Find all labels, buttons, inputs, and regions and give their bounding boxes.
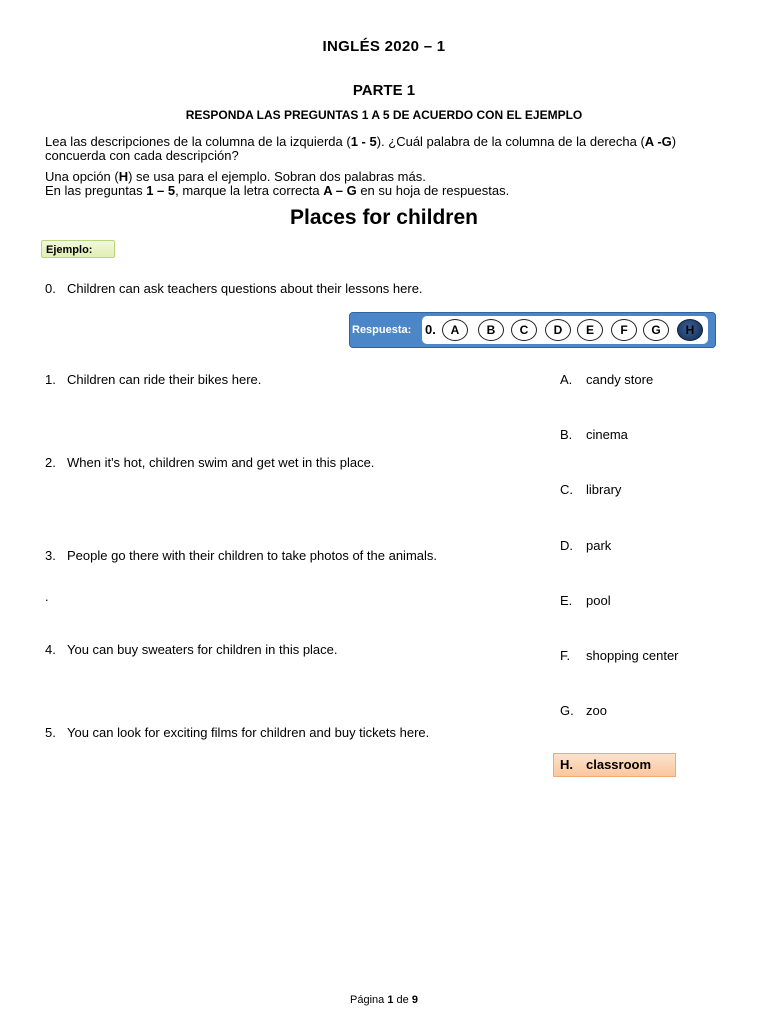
option-letter: E. xyxy=(560,593,573,608)
answer-bubble-f[interactable]: F xyxy=(611,319,637,341)
part-heading: PARTE 1 xyxy=(352,82,416,99)
question-number: 2. xyxy=(45,455,56,470)
option-letter: C. xyxy=(560,482,573,497)
footer-text: Página xyxy=(350,994,388,1006)
question-number: 3. xyxy=(45,548,56,563)
option-text: zoo xyxy=(586,703,607,718)
text-run: ). ¿Cuál palabra de la columna de la derecha ( xyxy=(376,134,645,149)
question-number: 4. xyxy=(45,642,56,657)
option-text: library xyxy=(586,482,622,497)
text-run: Lea las descripciones de la columna de la izquierda ( xyxy=(45,134,351,149)
option-letter: F. xyxy=(560,648,571,663)
stray-dot: . xyxy=(45,589,49,604)
text-run: en su hoja de respuestas. xyxy=(356,183,510,198)
option-text: park xyxy=(586,538,612,553)
footer-page-total: 9 xyxy=(411,994,418,1006)
instructions-paragraph-3 xyxy=(45,184,725,198)
text-run: ) se usa para el ejemplo. Sobran dos palabras más. xyxy=(128,169,426,184)
option-text: pool xyxy=(586,593,611,608)
text-run-bold: 1 – 5 xyxy=(146,183,176,198)
part-instructions-heading: RESPONDA LAS PREGUNTAS 1 A 5 DE ACUERDO CON EL EJEMPLO xyxy=(185,108,583,122)
text-run-bold: 1 - 5 xyxy=(350,134,377,149)
question-5 xyxy=(45,725,429,740)
question-text: Children can ride their bikes here. xyxy=(67,372,262,387)
question-3 xyxy=(45,548,437,563)
footer-text: de xyxy=(393,994,412,1006)
question-number: 0. xyxy=(45,281,56,296)
option-d xyxy=(560,538,611,553)
text-run: Una opción ( xyxy=(45,169,119,184)
option-h-example xyxy=(553,753,676,777)
instructions-paragraph-1 xyxy=(45,135,725,163)
option-c xyxy=(560,482,621,497)
option-g xyxy=(560,703,607,718)
question-text: People go there with their children to take photos of the animals. xyxy=(67,548,437,563)
footer-page-number: 1 xyxy=(387,994,394,1006)
exam-title: INGLÉS 2020 – 1 xyxy=(322,38,446,55)
option-b xyxy=(560,427,628,442)
question-text: When it's hot, children swim and get wet in this place. xyxy=(67,455,375,470)
text-run: En las preguntas xyxy=(45,183,147,198)
text-run: , marque la letra correcta xyxy=(175,183,324,198)
option-a xyxy=(560,372,653,387)
question-number: 1. xyxy=(45,372,56,387)
option-f xyxy=(560,648,679,663)
answer-bubble-b[interactable]: B xyxy=(478,319,504,341)
text-run: ) concuerda con cada descripción? xyxy=(45,134,677,163)
answer-bubble-d[interactable]: D xyxy=(545,319,571,341)
option-letter: B. xyxy=(560,427,573,442)
question-text: You can buy sweaters for children in this place. xyxy=(67,642,338,657)
section-title: Places for children xyxy=(290,206,478,229)
question-2 xyxy=(45,455,374,470)
answer-bubble-c[interactable]: C xyxy=(511,319,537,341)
option-letter: H. xyxy=(560,757,573,772)
example-answer-bar xyxy=(349,312,716,348)
answer-number: 0. xyxy=(425,322,436,337)
text-run-bold: A – G xyxy=(323,183,357,198)
question-4 xyxy=(45,642,338,657)
example-question xyxy=(45,281,423,296)
option-letter: G. xyxy=(560,703,574,718)
example-label: Ejemplo: xyxy=(41,240,115,258)
option-text: candy store xyxy=(586,372,654,387)
answer-bubble-h-selected[interactable]: H xyxy=(677,319,703,341)
question-number: 5. xyxy=(45,725,56,740)
answer-label: Respuesta: xyxy=(352,324,412,336)
text-run-bold: H xyxy=(118,169,129,184)
question-1 xyxy=(45,372,261,387)
question-text: Children can ask teachers questions about their lessons here. xyxy=(67,281,423,296)
option-letter: D. xyxy=(560,538,573,553)
option-e xyxy=(560,593,611,608)
answer-bubble-row xyxy=(422,316,708,344)
text-run-bold: A -G xyxy=(644,134,672,149)
option-letter: A. xyxy=(560,372,573,387)
instructions-paragraph-2 xyxy=(45,170,725,184)
question-text: You can look for exciting films for children and buy tickets here. xyxy=(67,725,430,740)
option-text: classroom xyxy=(586,757,652,772)
option-text: shopping center xyxy=(586,648,679,663)
answer-bubble-g[interactable]: G xyxy=(643,319,669,341)
answer-bubble-a[interactable]: A xyxy=(442,319,468,341)
page-footer xyxy=(0,994,768,1006)
option-text: cinema xyxy=(586,427,628,442)
answer-bubble-e[interactable]: E xyxy=(577,319,603,341)
